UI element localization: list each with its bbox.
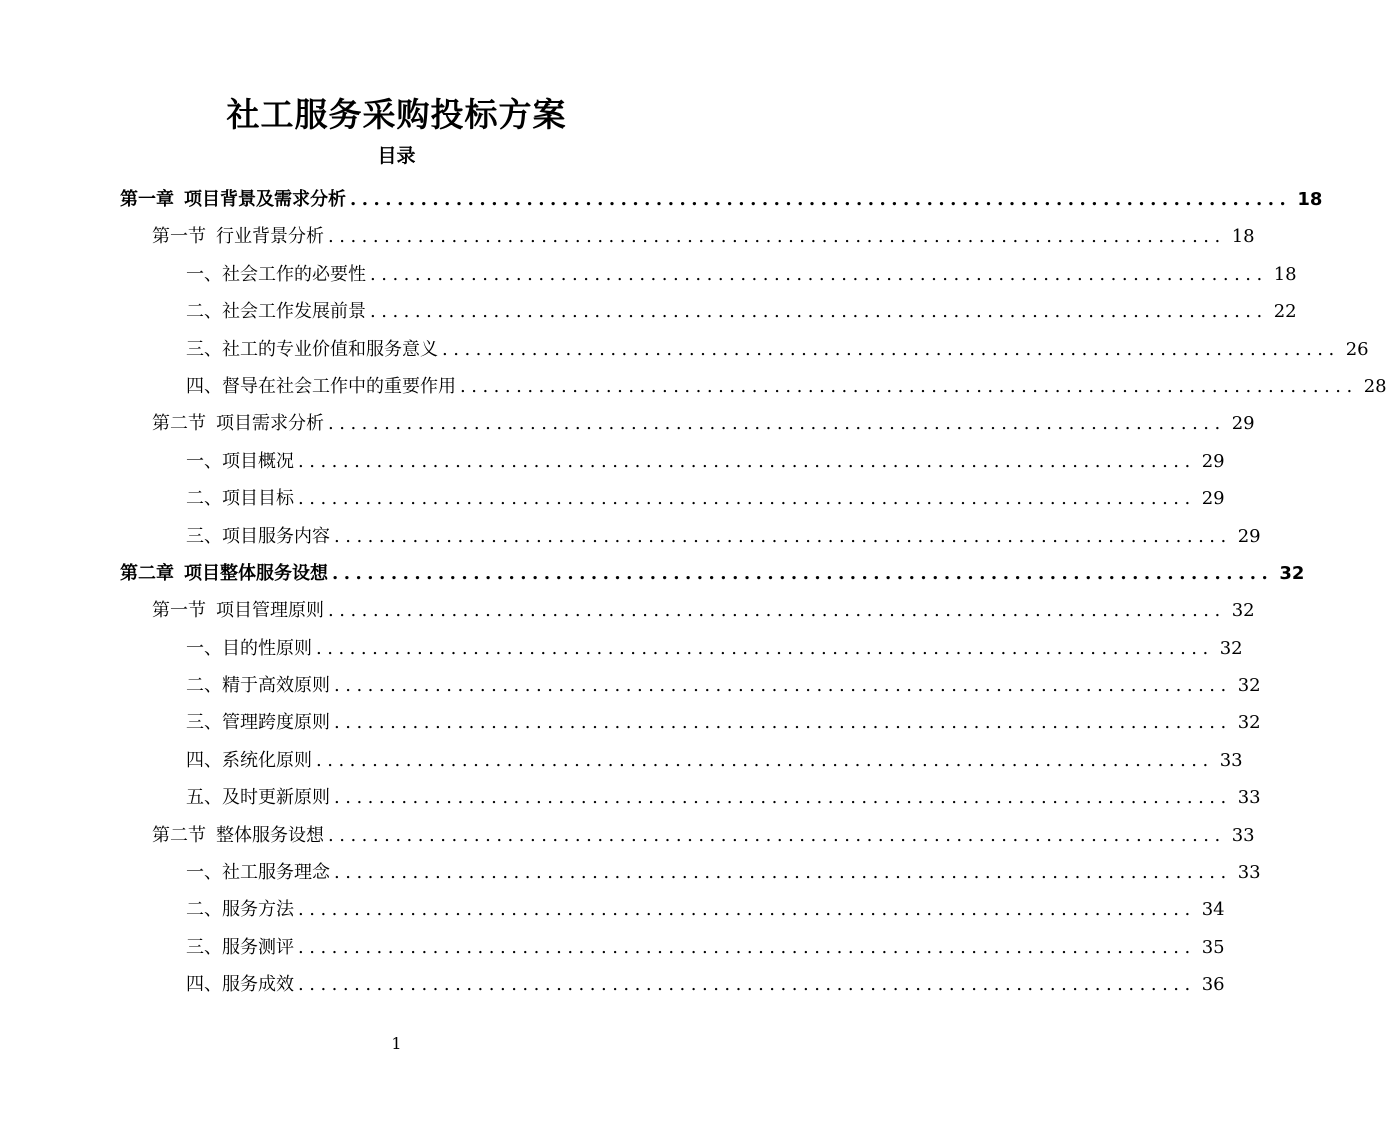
toc-entry-page: 28	[1363, 375, 1387, 397]
toc-entry-label	[186, 630, 312, 667]
dot-leader: ................................................................................	[370, 301, 1268, 323]
toc-entry-label	[186, 256, 366, 293]
dot-leader: ................................................................................	[298, 488, 1196, 510]
toc-entry-page: 29	[1201, 450, 1225, 472]
toc-entry-label	[186, 480, 294, 517]
toc-entry[interactable]	[0, 405, 1255, 442]
toc-entry-label	[186, 293, 366, 330]
dot-leader: ................................................................................	[328, 824, 1226, 846]
dot-leader: ................................................................................	[328, 226, 1226, 248]
toc-entry-text: 三、管理跨度原则	[186, 712, 330, 734]
toc-entry[interactable]	[0, 256, 1297, 293]
toc-entry-text: 项目背景及需求分析	[184, 189, 346, 210]
toc-entry-label	[186, 742, 312, 779]
toc-entry-text: 项目管理原则	[216, 600, 324, 622]
toc-entry-text: 三、社工的专业价值和服务意义	[186, 338, 438, 360]
toc-entry-page: 32	[1279, 562, 1305, 584]
toc-entry-text: 五、及时更新原则	[186, 787, 330, 809]
dot-leader: ................................................................................	[328, 600, 1226, 622]
toc-entry-page: 29	[1237, 525, 1261, 547]
toc-entry-number: 第二章	[120, 562, 174, 584]
toc-entry-label	[152, 405, 324, 442]
toc-entry-text: 三、项目服务内容	[186, 525, 330, 547]
dot-leader: ................................................................................	[332, 562, 1274, 584]
toc-entry[interactable]	[0, 443, 1225, 480]
toc-entry-text: 二、项目目标	[186, 488, 294, 510]
toc-entry-label	[186, 368, 456, 405]
toc-entry-page: 26	[1345, 338, 1369, 360]
toc-entry-text: 二、社会工作发展前景	[186, 301, 366, 323]
toc-entry-label	[186, 966, 294, 1003]
toc-entry[interactable]	[0, 929, 1225, 966]
toc-entry-page: 18	[1231, 226, 1255, 248]
toc-entry-text: 项目需求分析	[216, 413, 324, 435]
toc-entry-label	[186, 704, 330, 741]
toc-entry-page: 34	[1201, 899, 1225, 921]
page-number: 1	[391, 1034, 402, 1053]
toc-entry-page: 33	[1219, 749, 1243, 771]
toc-entry-text: 行业背景分析	[216, 226, 324, 248]
toc-entry[interactable]	[0, 518, 1261, 555]
toc-entry-number: 第一节	[152, 226, 206, 248]
toc-entry-label	[120, 181, 346, 218]
toc-entry-text: 四、督导在社会工作中的重要作用	[186, 375, 456, 397]
toc-entry[interactable]	[0, 592, 1255, 629]
dot-leader: ................................................................................	[316, 749, 1214, 771]
toc-entry-page: 18	[1297, 189, 1323, 210]
toc-heading: 目录	[377, 145, 416, 167]
toc-entry-text: 二、精于高效原则	[186, 675, 330, 697]
toc-entry[interactable]	[0, 480, 1225, 517]
toc-entry-text: 三、服务测评	[186, 936, 294, 958]
document-title: 社工服务采购投标方案	[226, 95, 567, 134]
toc-entry[interactable]	[0, 854, 1261, 891]
toc-entry[interactable]	[0, 368, 1387, 405]
table-of-contents	[0, 181, 1387, 1004]
toc-entry-label	[186, 779, 330, 816]
toc-entry-text: 整体服务设想	[216, 824, 324, 846]
dot-leader: ................................................................................	[298, 936, 1196, 958]
toc-entry[interactable]	[0, 331, 1369, 368]
toc-entry[interactable]	[0, 555, 1305, 592]
toc-entry[interactable]	[0, 630, 1243, 667]
toc-entry-label	[186, 854, 330, 891]
toc-entry-text: 一、项目概况	[186, 450, 294, 472]
dot-leader: ................................................................................	[442, 338, 1340, 360]
toc-entry-page: 32	[1231, 600, 1255, 622]
toc-entry[interactable]	[0, 891, 1225, 928]
dot-leader: ................................................................................	[334, 787, 1232, 809]
toc-entry[interactable]	[0, 293, 1297, 330]
toc-entry-page: 35	[1201, 936, 1225, 958]
dot-leader: ................................................................................	[298, 899, 1196, 921]
dot-leader: ................................................................................	[334, 712, 1232, 734]
toc-entry-page: 32	[1237, 712, 1261, 734]
toc-entry-number: 第一节	[152, 600, 206, 622]
dot-leader: ................................................................................	[370, 263, 1268, 285]
toc-entry-page: 18	[1273, 263, 1297, 285]
toc-entry-text: 四、系统化原则	[186, 749, 312, 771]
dot-leader: ................................................................................	[334, 525, 1232, 547]
toc-entry[interactable]	[0, 704, 1261, 741]
toc-entry[interactable]	[0, 181, 1323, 218]
toc-entry-page: 22	[1273, 301, 1297, 323]
toc-entry-number: 第二节	[152, 824, 206, 846]
toc-entry-page: 29	[1231, 413, 1255, 435]
toc-entry-number: 第二节	[152, 413, 206, 435]
dot-leader: ................................................................................	[328, 413, 1226, 435]
toc-entry-text: 四、服务成效	[186, 974, 294, 996]
toc-entry-label	[152, 218, 324, 255]
toc-entry-label	[152, 592, 324, 629]
dot-leader: ................................................................................	[460, 375, 1358, 397]
toc-entry-page: 33	[1237, 862, 1261, 884]
toc-entry-label	[186, 443, 294, 480]
toc-entry-page: 33	[1231, 824, 1255, 846]
toc-entry-label	[186, 929, 294, 966]
toc-entry-label	[120, 555, 328, 592]
dot-leader: ................................................................................	[298, 974, 1196, 996]
toc-entry-label	[186, 667, 330, 704]
toc-entry-label	[186, 518, 330, 555]
dot-leader: ................................................................................	[350, 189, 1292, 210]
toc-entry[interactable]	[0, 817, 1255, 854]
toc-entry-page: 32	[1237, 675, 1261, 697]
dot-leader: ................................................................................	[334, 862, 1232, 884]
toc-entry-label	[186, 891, 294, 928]
toc-entry-page: 33	[1237, 787, 1261, 809]
dot-leader: ................................................................................	[334, 675, 1232, 697]
toc-entry[interactable]	[0, 779, 1261, 816]
toc-entry[interactable]	[0, 742, 1243, 779]
toc-entry-page: 36	[1201, 974, 1225, 996]
dot-leader: ................................................................................	[316, 637, 1214, 659]
toc-entry-page: 29	[1201, 488, 1225, 510]
toc-entry-number: 第一章	[120, 189, 174, 210]
toc-entry-label	[152, 817, 324, 854]
toc-entry-text: 二、服务方法	[186, 899, 294, 921]
toc-entry-page: 32	[1219, 637, 1243, 659]
toc-entry[interactable]	[0, 966, 1225, 1003]
toc-entry-text: 一、社会工作的必要性	[186, 263, 366, 285]
toc-entry[interactable]	[0, 218, 1255, 255]
toc-entry-label	[186, 331, 438, 368]
toc-entry-text: 一、目的性原则	[186, 637, 312, 659]
dot-leader: ................................................................................	[298, 450, 1196, 472]
toc-entry[interactable]	[0, 667, 1261, 704]
toc-entry-text: 一、社工服务理念	[186, 862, 330, 884]
toc-entry-text: 项目整体服务设想	[184, 562, 328, 584]
